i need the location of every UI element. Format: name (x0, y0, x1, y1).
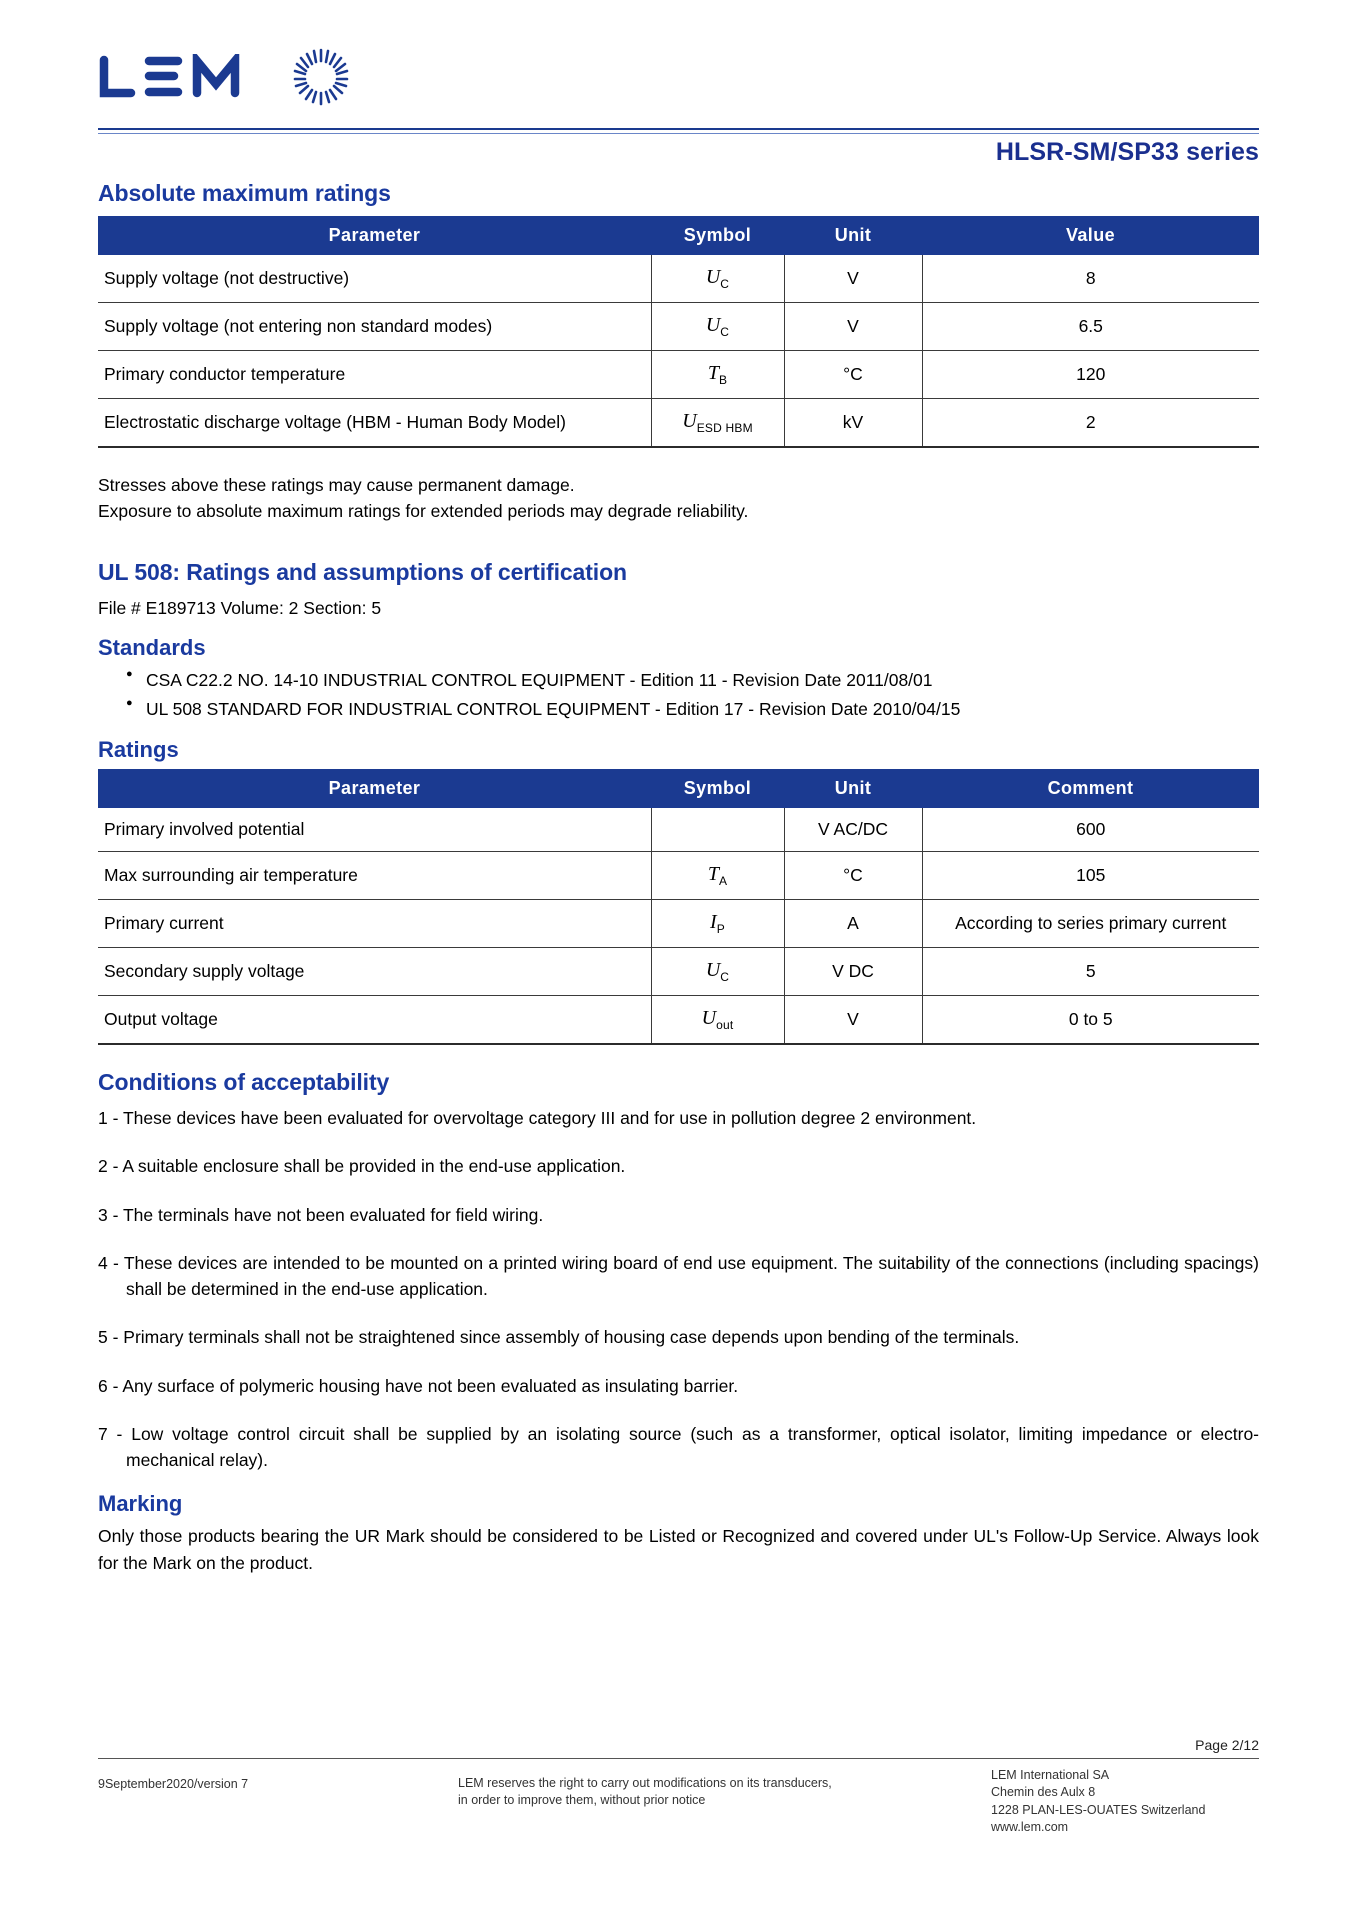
page-number: Page 2/12 (1195, 1737, 1259, 1753)
table-row (98, 900, 1259, 948)
column-header-value: Value (922, 216, 1259, 255)
footer-disclaimer-line-1: LEM reserves the right to carry out modifications on its transducers, (458, 1776, 832, 1790)
cell-symbol (651, 996, 784, 1045)
list-item: ● CSA C22.2 NO. 14-10 INDUSTRIAL CONTROL EQUIPMENT - Edition 11 - Revision Date 2011/08/01 (126, 667, 1259, 694)
cell-unit: V AC/DC (784, 808, 922, 852)
cell-unit: °C (784, 852, 922, 900)
column-header-symbol: Symbol (651, 769, 784, 808)
cell-symbol (651, 948, 784, 996)
condition-item-4: 4 - These devices are intended to be mounted on a printed wiring board of end use equipment. The suitability of the connections (including spacings) shall be determined in the end-use application. (98, 1252, 1259, 1299)
cell-unit: V (784, 255, 922, 303)
section-heading-ul508: UL 508: Ratings and assumptions of certification (98, 558, 627, 585)
cell-comment: 105 (922, 852, 1259, 900)
cell-symbol (651, 351, 784, 399)
cell-comment: 5 (922, 948, 1259, 996)
condition-item-2: 2 - A suitable enclosure shall be provided in the end-use application. (98, 1156, 626, 1177)
cell-value: 8 (922, 255, 1259, 303)
symbol-subscript: A (718, 874, 728, 888)
footer-website[interactable]: www.lem.com (991, 1819, 1069, 1834)
marking-text: Only those products bearing the UR Mark should be considered to be Listed or Recognized and covered under UL's Follow-Up Service. Always look for the Mark on the product. (98, 1526, 1259, 1573)
symbol-base: T (707, 362, 719, 384)
condition-item-5: 5 - Primary terminals shall not be straightened since assembly of housing case depends upon bending of the terminals. (98, 1327, 1020, 1348)
subsection-heading-ratings: Ratings (98, 737, 179, 762)
symbol-base: U (705, 959, 721, 981)
symbol-subscript: P (716, 922, 725, 936)
table-row (98, 351, 1259, 399)
table-row (98, 808, 1259, 852)
symbol-base: U (705, 266, 721, 288)
cell-parameter: Electrostatic discharge voltage (HBM - Human Body Model) (98, 399, 651, 448)
header-divider-secondary (98, 133, 1259, 134)
cell-unit: A (784, 900, 922, 948)
column-header-parameter: Parameter (98, 769, 651, 808)
column-header-symbol: Symbol (651, 216, 784, 255)
cell-unit: V DC (784, 948, 922, 996)
column-header-unit: Unit (784, 769, 922, 808)
symbol-subscript: C (720, 277, 730, 291)
table-row (98, 255, 1259, 303)
cell-symbol (651, 399, 784, 448)
cell-value: 2 (922, 399, 1259, 448)
cell-parameter: Secondary supply voltage (98, 948, 651, 996)
column-header-parameter: Parameter (98, 216, 651, 255)
cell-symbol (651, 808, 784, 852)
header-divider (98, 128, 1259, 130)
cell-unit: °C (784, 351, 922, 399)
stress-note-line-1: Stresses above these ratings may cause permanent damage. (98, 475, 575, 495)
symbol-subscript: B (718, 373, 728, 387)
cell-symbol (651, 255, 784, 303)
cell-parameter: Supply voltage (not destructive) (98, 255, 651, 303)
ul508-file-line: File # E189713 Volume: 2 Section: 5 (98, 597, 382, 618)
cell-parameter: Primary current (98, 900, 651, 948)
symbol-base: U (705, 314, 721, 336)
footer-disclaimer-line-2: in order to improve them, without prior notice (458, 1793, 706, 1808)
footer-divider (98, 1758, 1259, 1759)
symbol-base: U (701, 1007, 717, 1029)
cell-parameter: Output voltage (98, 996, 651, 1045)
symbol-base: U (682, 410, 697, 432)
subsection-heading-standards: Standards (98, 634, 206, 660)
table-row (98, 399, 1259, 448)
footer-address-line-1: LEM International SA (991, 1768, 1110, 1782)
cell-comment: 600 (922, 808, 1259, 852)
cell-value: 6.5 (922, 303, 1259, 351)
condition-item-7: 7 - Low voltage control circuit shall be supplied by an isolating source (such as a transformer, optical isolator, limiting impedance or electro-mechanical relay). (98, 1423, 1259, 1470)
section-heading-absolute-maximum-ratings: Absolute maximum ratings (98, 180, 391, 206)
standards-list (98, 667, 1259, 723)
table-row (98, 948, 1259, 996)
table-header-row (98, 769, 1259, 808)
cell-unit: V (784, 303, 922, 351)
list-item: ● UL 508 STANDARD FOR INDUSTRIAL CONTROL EQUIPMENT - Edition 17 - Revision Date 2010/04/15 (126, 696, 1259, 723)
section-heading-conditions-of-acceptability: Conditions of acceptability (98, 1069, 390, 1095)
cell-symbol (651, 303, 784, 351)
condition-item-6: 6 - Any surface of polymeric housing have not been evaluated as insulating barrier. (98, 1375, 739, 1396)
cell-unit: kV (784, 399, 922, 448)
footer-disclaimer (458, 1767, 991, 1836)
cell-parameter: Max surrounding air temperature (98, 852, 651, 900)
page-header (0, 0, 1357, 166)
symbol-base: I (710, 911, 717, 933)
cell-parameter: Supply voltage (not entering non standard modes) (98, 303, 651, 351)
condition-item-3: 3 - The terminals have not been evaluated for field wiring. (98, 1204, 544, 1225)
cell-unit: V (784, 996, 922, 1045)
footer-address (991, 1767, 1259, 1836)
lem-logo (98, 48, 350, 106)
cell-value: 120 (922, 351, 1259, 399)
absolute-maximum-ratings-table (98, 216, 1259, 448)
page-footer (98, 1737, 1259, 1836)
stress-note-line-2: Exposure to absolute maximum ratings for extended periods may degrade reliability. (98, 501, 749, 522)
footer-address-line-3: 1228 PLAN-LES-OUATES Switzerland (991, 1802, 1206, 1817)
page-title: HLSR-SM/SP33 series (995, 138, 1259, 166)
lem-wordmark-icon (98, 54, 252, 100)
footer-address-line-2: Chemin des Aulx 8 (991, 1785, 1096, 1800)
symbol-subscript: ESD HBM (696, 421, 753, 435)
column-header-comment: Comment (922, 769, 1259, 808)
cell-parameter: Primary conductor temperature (98, 351, 651, 399)
sunburst-icon (292, 48, 350, 106)
symbol-base: T (707, 863, 719, 885)
cell-symbol (651, 852, 784, 900)
ul508-ratings-table (98, 769, 1259, 1045)
cell-parameter: Primary involved potential (98, 808, 651, 852)
symbol-subscript: C (720, 970, 730, 984)
cell-comment: 0 to 5 (922, 996, 1259, 1045)
table-row (98, 303, 1259, 351)
table-header-row (98, 216, 1259, 255)
symbol-subscript: C (720, 325, 730, 339)
condition-item-1: 1 - These devices have been evaluated for overvoltage category III and for use in pollution degree 2 environment. (98, 1108, 977, 1128)
symbol-subscript: out (716, 1018, 734, 1032)
column-header-unit: Unit (784, 216, 922, 255)
footer-version: 9September2020/version 7 (98, 1777, 249, 1791)
cell-comment: According to series primary current (922, 900, 1259, 948)
table-row (98, 852, 1259, 900)
subsection-heading-marking: Marking (98, 1491, 183, 1517)
page-content (98, 180, 1259, 1576)
table-row (98, 996, 1259, 1045)
cell-symbol (651, 900, 784, 948)
